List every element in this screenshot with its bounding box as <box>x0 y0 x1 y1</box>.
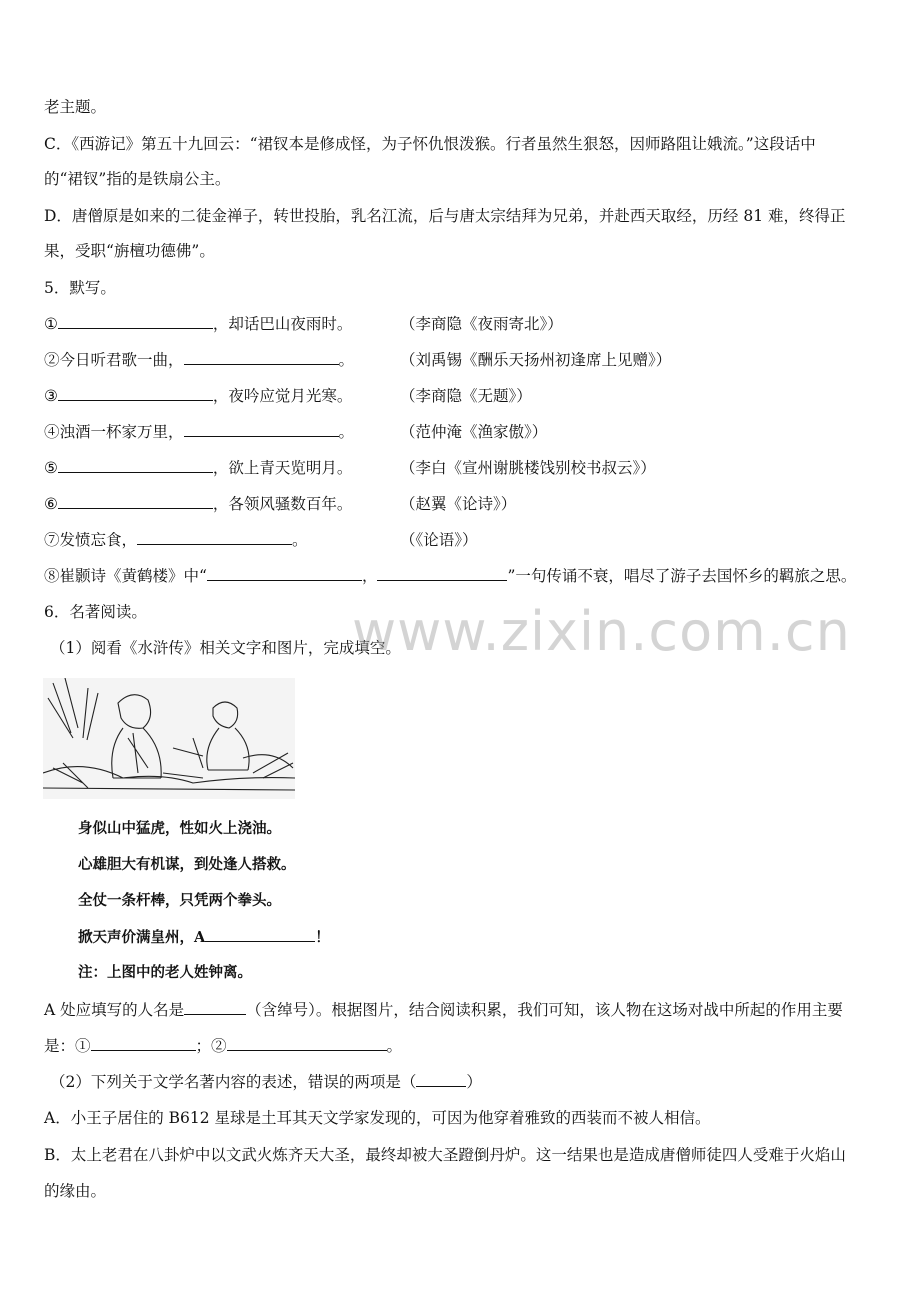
recite-6: ⑥ ，各领风骚数百年。 <box>44 495 353 513</box>
option-b: B．太上老君在八卦炉中以文武火炼齐天大圣，最终却被大圣蹬倒丹炉。这一结果也是造成唐僧师徒四人受难于火焰山 <box>44 1146 846 1164</box>
option-b-cont: 的缘由。 <box>44 1182 107 1200</box>
fill-question-cont: 是：① ；② 。 <box>44 1037 403 1055</box>
recite-8: ⑧崔颢诗《黄鹤楼》中“ ， ”一句传诵不衰，唱尽了游子去国怀乡的羁旅之思。 <box>44 567 857 585</box>
question-6-2: （2）下列关于文学名著内容的表述，错误的两项是（ ） <box>50 1073 482 1091</box>
option-d: D．唐僧原是如来的二徒金禅子，转世投胎，乳名江流，后与唐太宗结拜为兄弟，并赴西天取经，历经 81 难，终得正 <box>44 207 846 225</box>
source-5: （李白《宣州谢朓楼饯别校书叔云》） <box>400 459 656 477</box>
recite-4: ④浊酒一杯家万里， 。 <box>44 423 355 441</box>
answer-blank[interactable] <box>58 313 213 329</box>
option-c: C．《西游记》第五十九回云：“裙钗本是修成怪，为子怀仇恨泼猴。行者虽然生狠怒，因师路阻让娥流。”这段话中 <box>44 135 816 153</box>
source-6: （赵翼《论诗》） <box>400 495 517 513</box>
watermark: www.zixin.com.cn <box>352 600 851 663</box>
option-a: A．小王子居住的 B612 星球是土耳其天文学家发现的，可因为他穿着雅致的西装而不被人相信。 <box>44 1109 711 1127</box>
recite-2: ②今日听君歌一曲， 。 <box>44 351 355 369</box>
question-5: 5．默写。 <box>44 279 116 297</box>
source-4: （范仲淹《渔家傲》） <box>400 423 548 441</box>
recite-7: ⑦发愤忘食， 。 <box>44 531 308 549</box>
answer-blank[interactable] <box>416 1071 466 1087</box>
answer-blank[interactable] <box>377 565 507 581</box>
answer-blank[interactable] <box>205 926 315 942</box>
poem-note: 注：上图中的老人姓钟离。 <box>78 964 252 981</box>
question-6-1: （1）阅看《水浒传》相关文字和图片，完成填空。 <box>50 639 401 657</box>
source-3: （李商隐《无题》） <box>400 387 532 405</box>
poem-line-1: 身似山中猛虎，性如火上浇油。 <box>78 820 281 837</box>
source-7: （《论语》） <box>400 531 478 549</box>
answer-blank[interactable] <box>58 457 213 473</box>
option-d-cont: 果，受职“旃檀功德佛”。 <box>44 242 215 260</box>
option-c-cont: 的“裙钗”指的是铁扇公主。 <box>44 170 231 188</box>
answer-blank[interactable] <box>184 999 246 1015</box>
answer-blank[interactable] <box>91 1035 196 1051</box>
poem-line-4: 掀天声价满皇州，A ！ <box>78 926 330 949</box>
text-line: 老主题。 <box>44 98 107 116</box>
answer-blank[interactable] <box>184 349 339 365</box>
answer-blank[interactable] <box>207 565 362 581</box>
answer-blank[interactable] <box>58 385 213 401</box>
poem-line-3: 全仗一条杆棒，只凭两个拳头。 <box>78 892 281 909</box>
source-1: （李商隐《夜雨寄北》） <box>400 315 563 333</box>
question-6: 6．名著阅读。 <box>44 603 147 621</box>
fill-question: A 处应填写的人名是 （含绰号）。根据图片，结合阅读积累，我们可知，该人物在这场对战中所起的作用主要 <box>44 1001 843 1019</box>
recite-5: ⑤ ，欲上青天览明月。 <box>44 459 353 477</box>
recite-3: ③ ，夜吟应觉月光寒。 <box>44 387 353 405</box>
illustration-figures-icon <box>43 678 295 799</box>
poem-line-2: 心雄胆大有机谋，到处逢人搭救。 <box>78 856 296 873</box>
answer-blank[interactable] <box>184 421 339 437</box>
recite-1: ① ，却话巴山夜雨时。 <box>44 315 353 333</box>
answer-blank[interactable] <box>227 1035 387 1051</box>
answer-blank[interactable] <box>58 493 213 509</box>
source-2: （刘禹锡《酬乐天扬州初逢席上见赠》） <box>400 351 672 369</box>
answer-blank[interactable] <box>137 529 292 545</box>
